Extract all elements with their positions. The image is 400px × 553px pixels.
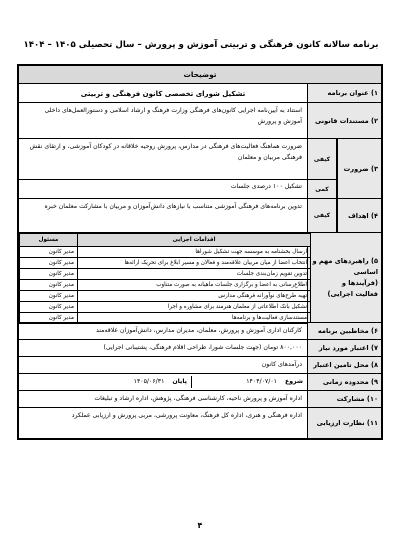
value-program-title: تشکیل شورای تخصصی کانون فرهنگی و تربیتی: [80, 90, 246, 98]
col-actions: اقدامات اجرایی: [78, 234, 311, 247]
row-necessity: [19, 138, 381, 198]
action-cell: تدوین تقویم زمان‌بندی جلسات: [78, 269, 311, 280]
row-goals: [19, 198, 381, 232]
row-budget: [19, 339, 381, 356]
row-strategies: [19, 232, 381, 322]
label-strategies-line-1: ۵) راهبردهای مهم و اساسی: [312, 256, 378, 276]
row-funding: [19, 356, 381, 373]
sub-label-goals: کیفی: [307, 199, 337, 232]
action-cell: تشکیل بانک اطلاعاتی از معلمان هنرمند برای مشاوره و اجرا: [78, 302, 311, 313]
responsible-cell: مدیر کانون: [20, 247, 78, 258]
action-cell: مستندسازی فعالیت‌ها و برنامه‌ها: [78, 313, 311, 324]
page-number: ۴: [197, 521, 203, 530]
row-timeframe: [19, 373, 381, 390]
value-necessity-quantitative: تشکیل ۱۰۰ درصدی جلسات: [230, 183, 302, 190]
label-goals: ۴) اهداف: [337, 199, 381, 232]
strategies-table: [19, 233, 311, 324]
value-goals: تدوین برنامه‌های فرهنگی آموزشی متناسب با نیازهای دانش‌آموزان و مربیان با مشارکت معلمان خبره: [44, 203, 302, 210]
sub-label-quantitative: کمی: [308, 179, 336, 199]
label-program-title: ۱) عنوان برنامه: [307, 84, 381, 102]
responsible-cell: مدیر کانون: [20, 291, 78, 302]
label-timeframe: ۹) محدوده زمانی: [307, 374, 381, 390]
label-strategies-line-3: فعالیت اجرایی): [327, 289, 378, 298]
responsible-cell: مدیر کانون: [20, 269, 78, 280]
table-row: [20, 302, 311, 313]
row-legal-basis: [19, 102, 381, 138]
label-necessity: ۳) ضرورت: [337, 139, 381, 198]
strategies-header-row: [20, 234, 311, 247]
action-cell: ارسال بخشنامه به موسسه جهت تشکیل شوراها: [78, 247, 311, 258]
necessity-sublabels: [307, 139, 337, 198]
value-audience: کارکنان اداری آموزش و پرورش، معلمان، مدیران مدارس، دانش‌آموزان علاقه‌مند: [96, 327, 302, 334]
label-legal-basis: ۲) مستندات قانونی: [307, 103, 381, 138]
end-date: ۱۴۰۵/۰۶/۳۱: [133, 378, 165, 385]
row-evaluation: [19, 407, 381, 438]
table-row: [20, 247, 311, 258]
page-title: برنامه سالانه کانون فرهنگی و تربیتی آموزش و پرورش – سال تحصیلی ۱۴۰۵ – ۱۴۰۴: [23, 40, 379, 50]
table-row: [20, 291, 311, 302]
responsible-cell: مدیر کانون: [20, 302, 78, 313]
value-partners: اداره آموزش و پرورش ناحیه، کارشناسی فرهنگی، پژوهش، اداره ارشاد و تبلیغات: [94, 395, 302, 402]
action-cell: تهیه طرح‌های نوآورانه فرهنگی مدارس: [78, 291, 311, 302]
value-budget: ۸۰۰,۰۰۰ تومان (جهت جلسات شورا، طراحی اقلام فرهنگی، پشتیبانی اجرایی): [103, 344, 302, 351]
value-necessity-qualitative: ضرورت هماهنگ فعالیت‌های فرهنگی در مدارس، پرورش روحیه خلاقانه در کودکان آموزشی، و ارتقای نقش فرهنگی مربیان و معلمان: [29, 143, 302, 161]
action-cell: اطلاع‌رسانی به اعضا و برگزاری جلسات ماهیانه به صورت متناوب: [78, 280, 311, 291]
program-table: [17, 64, 383, 440]
value-evaluation: اداره فرهنگی و هنری، اداره کل فرهنگ، معاونت پرورشی، مربی پرورش و ارزیابی عملکرد: [71, 412, 302, 419]
col-responsible: مسئول: [20, 234, 78, 247]
date-cells: [19, 376, 307, 388]
end-label: پایان: [172, 378, 187, 385]
label-budget: ۷) اعتبار مورد نیاز: [307, 340, 381, 356]
label-strategies-line-2: (فرآیندها و: [341, 278, 378, 287]
label-partners: ۱۰) مشارکت: [307, 391, 381, 407]
responsible-cell: مدیر کانون: [20, 258, 78, 269]
row-program-title: [19, 83, 381, 102]
row-audience: [19, 322, 381, 339]
action-cell: انتخاب اعضا از میان مربیان علاقه‌مند و فعالان و مسیر ابلاغ برای تحریک ارائه‌ها: [78, 258, 311, 269]
section-header-row: [19, 66, 381, 83]
label-strategies: [307, 233, 381, 322]
section-header: توضیحات: [19, 66, 381, 83]
label-evaluation: ۱۱) نظارت ارزیابی: [307, 408, 381, 438]
table-row: [20, 280, 311, 291]
label-audience: ۶) مخاطبین برنامه: [307, 323, 381, 339]
sub-label-qualitative: کیفی: [313, 155, 331, 163]
responsible-cell: مدیر کانون: [20, 313, 78, 324]
label-funding: ۸) محل تامین اعتبار: [307, 357, 381, 373]
value-funding: درآمدهای کانون: [261, 361, 302, 368]
start-date: ۱۴۰۴/۰۷/۰۱: [191, 376, 281, 388]
row-partners: [19, 390, 381, 407]
value-legal-basis: استناد به آیین‌نامه اجرایی کانون‌های فرهنگی وزارت فرهنگ و ارشاد اسلامی و دستورالعمل‌های داخلی آموزش و پرورش: [44, 107, 302, 125]
value-timeframe: [19, 374, 307, 390]
table-row: [20, 258, 311, 269]
start-label: شروع: [284, 378, 303, 385]
responsible-cell: مدیر کانون: [20, 280, 78, 291]
table-row: [20, 269, 311, 280]
